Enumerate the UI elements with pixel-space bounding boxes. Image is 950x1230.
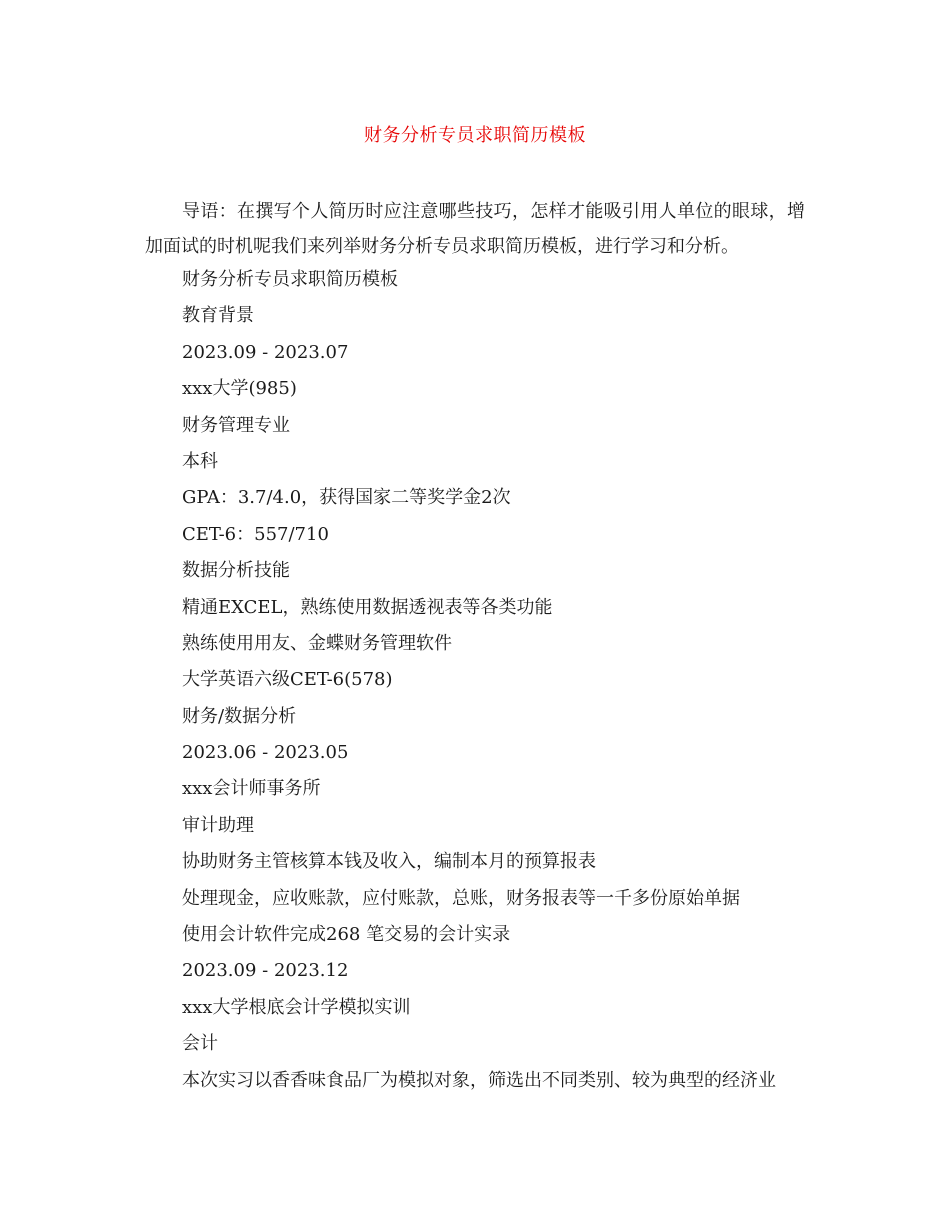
skill-excel: 精通EXCEL，熟练使用数据透视表等各类功能 — [182, 596, 553, 618]
section-experience: 财务/数据分析 — [182, 705, 297, 727]
education-degree: 本科 — [182, 450, 218, 472]
experience-duty-2: 处理现金，应收账款，应付账款，总账，财务报表等一千多份原始单据 — [182, 887, 740, 909]
resume-lines — [182, 262, 822, 1099]
experience-duty-3: 使用会计软件完成268 笔交易的会计实录 — [182, 924, 511, 946]
resume-heading: 财务分析专员求职简历模板 — [182, 269, 398, 290]
experience-role: 审计助理 — [182, 814, 254, 836]
document-title: 财务分析专员求职简历模板 — [364, 125, 586, 146]
section-skills: 数据分析技能 — [182, 560, 290, 582]
experience-duty-1: 协助财务主管核算本钱及收入，编制本月的预算报表 — [182, 851, 596, 873]
training-role: 会计 — [182, 1033, 218, 1055]
training-description: 本次实习以香香味食品厂为模拟对象，筛选出不同类别、较为典型的经济业 — [182, 1069, 776, 1091]
education-cet6: CET-6：557/710 — [182, 523, 329, 545]
education-gpa: GPA：3.7/4.0，获得国家二等奖学金2次 — [182, 487, 511, 509]
training-dates: 2023.09 - 2023.12 — [182, 960, 349, 982]
education-dates: 2023.09 - 2023.07 — [182, 341, 349, 363]
skill-english: 大学英语六级CET-6(578) — [182, 669, 393, 691]
skill-software: 熟练使用用友、金蝶财务管理软件 — [182, 632, 452, 654]
section-education: 教育背景 — [182, 305, 254, 327]
experience-company: xxx会计师事务所 — [182, 778, 321, 800]
education-school: xxx大学(985) — [182, 378, 297, 400]
training-name: xxx大学根底会计学模拟实训 — [182, 996, 411, 1018]
education-major: 财务管理专业 — [182, 414, 290, 436]
intro-paragraph: 导语：在撰写个人简历时应注意哪些技巧，怎样才能吸引用人单位的眼球，增加面试的时机呢我们来列举财务分析专员求职简历模板，进行学习和分析。 — [145, 201, 805, 257]
experience-dates: 2023.06 - 2023.05 — [182, 742, 349, 764]
